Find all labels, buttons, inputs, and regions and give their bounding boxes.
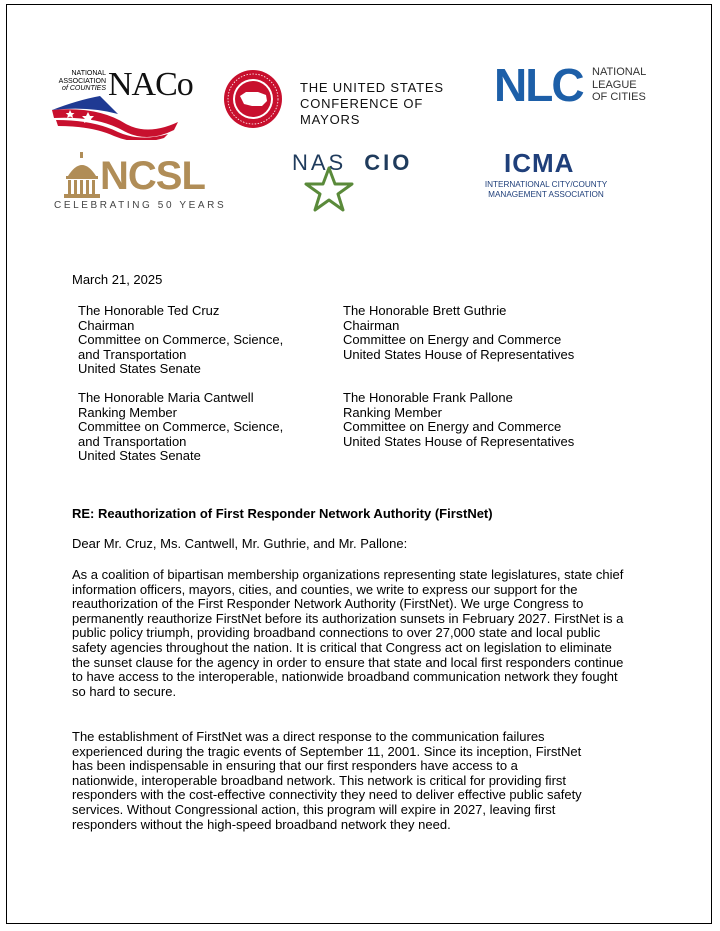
letter-paragraph-1 — [72, 568, 642, 699]
addressee-cantwell — [78, 391, 283, 464]
icma-line1: INTERNATIONAL CITY/COUNTY — [484, 180, 608, 189]
nascio-mark-cio: CIO — [364, 150, 413, 175]
ncsl-logo — [52, 150, 227, 214]
letter-salutation: Dear Mr. Cruz, Ms. Cantwell, Mr. Guthrie, and Mr. Pallone: — [72, 536, 408, 551]
icma-mark: ICMA — [504, 148, 575, 178]
paragraph-line: As a coalition of bipartisan membership organizations representing state legislatures, state chief — [72, 567, 624, 582]
nlc-line1: NATIONAL — [592, 66, 647, 78]
naco-line2: ASSOCIATION — [58, 77, 106, 85]
addressee-guthrie — [343, 304, 574, 362]
letter-paragraph-2 — [72, 730, 642, 832]
paragraph-line: has been indispensable in ensuring that our first responders have access to a — [72, 758, 518, 774]
addressee-line: Committee on Commerce, Science, — [78, 332, 284, 348]
paragraph-line: services. Without Congressional action, this program will expire in 2027, leaving first — [72, 801, 556, 817]
nlc-mark: NLC — [494, 59, 583, 111]
capitol-dome-icon — [58, 152, 106, 198]
addressee-line: Chairman — [343, 317, 400, 333]
star-icon — [304, 166, 354, 212]
ncsl-mark: NCSL — [100, 154, 205, 198]
paragraph-line: responders with the cost-effective connectivity they need to deliver effective public safety — [72, 787, 582, 803]
ncsl-tagline: CELEBRATING 50 YEARS — [54, 200, 227, 211]
paragraph-line: nationwide, interoperable broadband network. This network is critical for providing first — [72, 772, 567, 788]
addressee-line: The Honorable Frank Pallone — [343, 390, 513, 405]
naco-line1: NATIONAL — [71, 70, 106, 77]
paragraph-line: the sunset clause for the agency in order to ensure that state and local first responders continue — [72, 654, 624, 670]
icma-logo — [476, 150, 626, 206]
addressee-line: Committee on Energy and Commerce — [343, 332, 562, 348]
addressee-line: United States Senate — [78, 448, 201, 464]
nlc-logo — [494, 59, 664, 112]
nlc-line3: OF CITIES — [592, 91, 646, 103]
naco-mark: NACo — [108, 66, 193, 103]
icma-line2: MANAGEMENT ASSOCIATION — [488, 190, 604, 199]
addressee-line: Chairman — [78, 317, 135, 333]
addressee-line: The Honorable Maria Cantwell — [78, 390, 254, 405]
paragraph-line: responders without the high-speed broadband network they need. — [72, 816, 451, 832]
addressee-line: and Transportation — [78, 346, 187, 362]
paragraph-line: so hard to secure. — [72, 683, 177, 699]
mayors-logo — [222, 68, 482, 130]
paragraph-line: to have access to the interoperable, nationwide broadband communication network they fought — [72, 669, 618, 685]
naco-line3: of COUNTIES — [62, 85, 106, 92]
nascio-logo — [290, 150, 420, 214]
naco-logo — [48, 66, 198, 140]
paragraph-line: experienced during the tragic events of September 11, 2001. Since its inception, FirstNet — [72, 743, 582, 759]
mayors-seal-icon — [222, 68, 284, 130]
addressee-line: The Honorable Brett Guthrie — [343, 303, 507, 318]
addressee-pallone — [343, 391, 574, 449]
nlc-line2: LEAGUE — [592, 78, 637, 91]
paragraph-line: permanently reauthorize FirstNet before its authorization sunsets in February 2027. FirstNet is a — [72, 610, 624, 626]
paragraph-line: safety agencies throughout the nation. It is critical that Congress act on legislation to eliminate — [72, 639, 612, 655]
addressee-line: The Honorable Ted Cruz — [78, 303, 220, 318]
paragraph-line: public policy triumph, providing broadband connections to over 27,000 state and local public — [72, 625, 601, 641]
paragraph-line: The establishment of FirstNet was a direct response to the communication failures — [72, 729, 545, 744]
addressee-line: United States Senate — [78, 361, 201, 377]
mayors-name-line1: THE UNITED STATES — [300, 80, 444, 95]
addressee-line: and Transportation — [78, 433, 187, 449]
addressee-line: Ranking Member — [343, 404, 442, 420]
addressee-line: Committee on Commerce, Science, — [78, 419, 284, 435]
letter-subject: RE: Reauthorization of First Responder Network Authority (FirstNet) — [72, 506, 493, 521]
addressee-line: Committee on Energy and Commerce — [343, 419, 562, 435]
addressee-line: United States House of Representatives — [343, 433, 575, 449]
paragraph-line: information officers, mayors, cities, and counties, we write to express our support for the — [72, 581, 578, 597]
paragraph-line: reauthorization of the First Responder Network Authority (FirstNet). We urge Congress to — [72, 596, 584, 612]
addressee-line: Ranking Member — [78, 404, 177, 420]
mayors-name-line2: CONFERENCE OF MAYORS — [300, 96, 424, 127]
letter-date: March 21, 2025 — [72, 272, 163, 287]
addressee-line: United States House of Representatives — [343, 346, 575, 362]
addressee-cruz — [78, 304, 283, 377]
nascio-mark-nas: NAS — [292, 150, 347, 175]
